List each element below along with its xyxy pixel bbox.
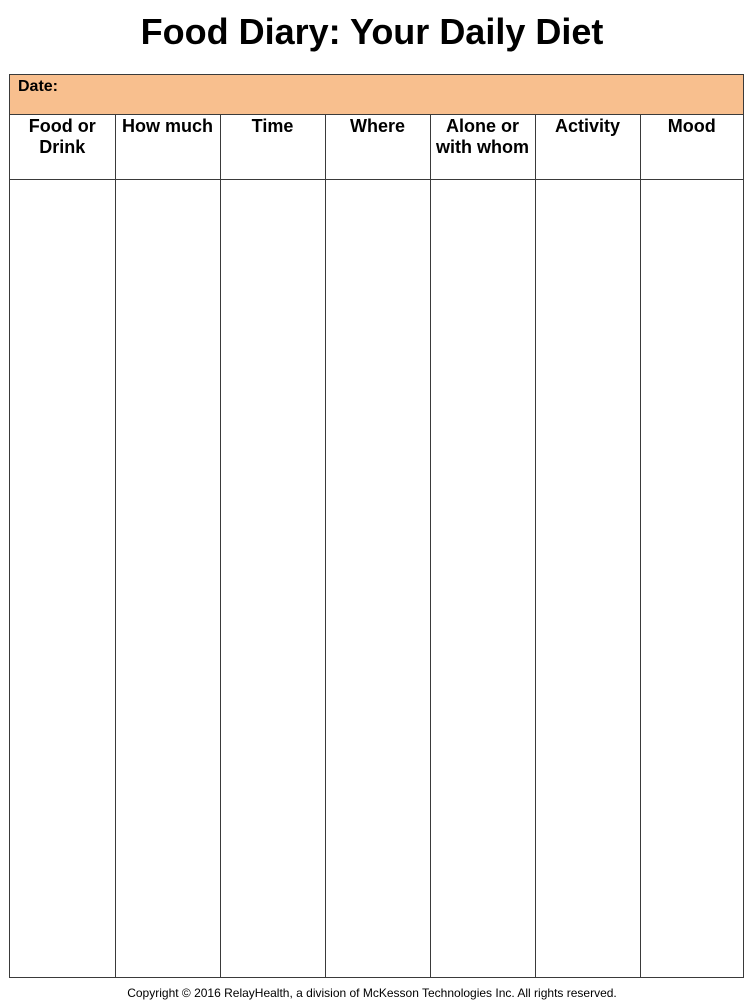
- entry-cell-activity[interactable]: [535, 179, 640, 977]
- column-header-time: Time: [220, 115, 325, 179]
- entry-cell-time[interactable]: [220, 179, 325, 977]
- diary-table: [10, 115, 743, 977]
- header-row: [10, 115, 743, 179]
- column-header-how-much: How much: [115, 115, 220, 179]
- date-bar[interactable]: [10, 75, 743, 115]
- page-title: Food Diary: Your Daily Diet: [140, 11, 604, 52]
- column-header-where: Where: [325, 115, 430, 179]
- entry-cell-food-or-drink[interactable]: [10, 179, 115, 977]
- date-label: Date:: [18, 78, 59, 95]
- column-header-mood: Mood: [640, 115, 743, 179]
- column-header-food-or-drink: Food or Drink: [10, 115, 115, 179]
- column-header-alone-or-with-whom: Alone or with whom: [430, 115, 535, 179]
- entry-cell-alone-or-with-whom[interactable]: [430, 179, 535, 977]
- food-diary-form: [9, 74, 744, 978]
- entry-row: [10, 179, 743, 977]
- column-header-activity: Activity: [535, 115, 640, 179]
- entry-cell-mood[interactable]: [640, 179, 743, 977]
- entry-cell-where[interactable]: [325, 179, 430, 977]
- copyright-footer: Copyright © 2016 RelayHealth, a division of McKesson Technologies Inc. All rights reserved.: [127, 986, 617, 1000]
- entry-cell-how-much[interactable]: [115, 179, 220, 977]
